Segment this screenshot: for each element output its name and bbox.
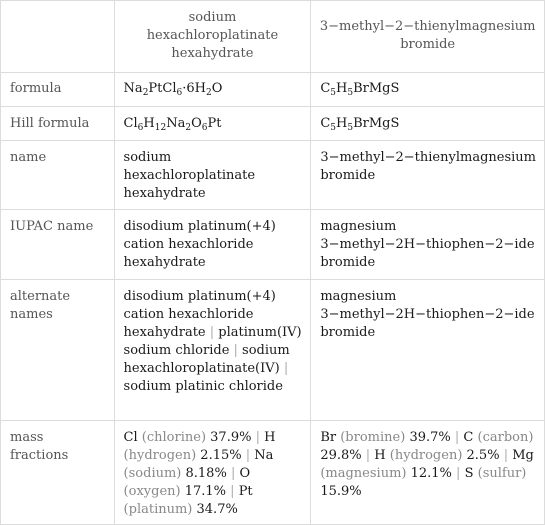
alternate-name: disodium platinum(+4) cation hexachloride hexahydrate xyxy=(123,288,276,340)
row-mass-fractions xyxy=(1,420,545,524)
separator: | xyxy=(251,429,265,445)
element-percent: 2.15% xyxy=(200,447,242,463)
separator: | xyxy=(361,447,375,463)
element-symbol: Na xyxy=(254,447,274,463)
element-name: (oxygen) xyxy=(123,483,185,499)
mass-fractions-compound-2 xyxy=(311,420,545,524)
formula-text: H xyxy=(336,81,348,97)
element-percent: 2.5% xyxy=(466,447,500,463)
name-compound-1: sodium hexachloroplatinate hexahydrate xyxy=(114,141,311,210)
formula-subscript: 2 xyxy=(185,122,192,133)
formula-text: C xyxy=(320,115,331,131)
element-symbol: Pt xyxy=(238,483,253,499)
formula-text: Pt xyxy=(207,115,222,131)
separator: | xyxy=(279,360,289,376)
separator: | xyxy=(226,483,239,499)
row-label: name xyxy=(1,141,115,210)
row-formula xyxy=(1,72,545,106)
mass-fraction-item xyxy=(124,430,252,445)
element-percent: 39.7% xyxy=(409,429,451,445)
alternate-name: sodium hexachloroplatinate(IV) xyxy=(123,342,290,376)
element-symbol: Cl xyxy=(123,429,142,445)
formula-subscript: 2 xyxy=(205,88,212,99)
alt-names-compound-2 xyxy=(311,279,545,420)
row-label: formula xyxy=(1,72,115,106)
formula-subscript: 12 xyxy=(154,122,167,133)
separator: | xyxy=(499,447,513,463)
element-symbol: C xyxy=(463,429,478,445)
element-name: (magnesium) xyxy=(320,465,411,481)
element-percent: 12.1% xyxy=(410,465,452,481)
formula-subscript: 6 xyxy=(201,122,208,133)
element-percent: 17.1% xyxy=(184,483,227,499)
separator: | xyxy=(241,447,255,463)
element-symbol: H xyxy=(264,429,276,445)
formula-subscript: 5 xyxy=(347,88,354,99)
alternate-name: magnesium 3−methyl−2H−thiophen−2−ide bromide xyxy=(320,288,535,340)
element-percent: 15.9% xyxy=(320,483,362,499)
element-name: (bromine) xyxy=(340,429,410,445)
separator: | xyxy=(226,465,240,481)
formula-compound-2 xyxy=(311,72,545,106)
header-compound-2: 3−methyl−2−thienylmagnesium bromide xyxy=(311,1,545,73)
row-iupac-name xyxy=(1,209,545,279)
formula-subscript: 5 xyxy=(330,88,337,99)
row-label: Hill formula xyxy=(1,106,115,140)
header-corner xyxy=(1,1,115,73)
formula-text: BrMgS xyxy=(353,81,400,97)
element-name: (hydrogen) xyxy=(123,447,201,463)
iupac-compound-1: disodium platinum(+4) cation hexachloride hexahydrate xyxy=(114,209,311,279)
mass-fractions-compound-1 xyxy=(114,420,311,524)
element-name: (hydrogen) xyxy=(389,447,467,463)
element-percent: 37.9% xyxy=(210,429,252,445)
iupac-compound-2: magnesium 3−methyl−2H−thiophen−2−ide bromide xyxy=(311,209,545,279)
formula-subscript: 2 xyxy=(142,88,149,99)
element-name: (sodium) xyxy=(123,465,186,481)
element-percent: 8.18% xyxy=(185,465,227,481)
formula-text: C xyxy=(320,81,331,97)
row-label: IUPAC name xyxy=(1,209,115,279)
separator: | xyxy=(205,324,219,340)
formula-compound-1 xyxy=(114,72,311,106)
name-compound-2: 3−methyl−2−thienylmagnesium bromide xyxy=(311,141,545,210)
formula-subscript: 6 xyxy=(176,88,183,99)
row-hill-formula xyxy=(1,106,545,140)
formula-text: Na xyxy=(123,81,143,97)
row-label: mass fractions xyxy=(1,420,115,524)
alternate-name: sodium platinic chloride xyxy=(123,378,283,394)
row-name xyxy=(1,141,545,210)
element-symbol: S xyxy=(464,465,478,481)
header-compound-1: sodium hexachloroplatinate hexahydrate xyxy=(114,1,311,73)
formula-subscript: 5 xyxy=(330,122,337,133)
formula-text: BrMgS xyxy=(353,115,400,131)
separator: | xyxy=(451,465,465,481)
element-percent: 29.8% xyxy=(320,447,362,463)
element-name: (chlorine) xyxy=(141,429,211,445)
formula-text: ·6H xyxy=(182,81,206,97)
separator: | xyxy=(229,342,243,358)
formula-subscript: 5 xyxy=(347,122,354,133)
alternate-name: platinum(IV) sodium chloride xyxy=(123,324,302,358)
hill-formula-compound-1 xyxy=(114,106,311,140)
hill-formula-compound-2 xyxy=(311,106,545,140)
alt-names-compound-1 xyxy=(114,279,311,420)
formula-text: O xyxy=(191,115,202,131)
element-name: (platinum) xyxy=(123,501,197,517)
element-symbol: Mg xyxy=(512,447,534,463)
row-label: alternate names xyxy=(1,279,115,420)
mass-fraction-item xyxy=(374,448,499,463)
formula-text: Cl xyxy=(123,115,138,131)
mass-fraction-item xyxy=(320,430,450,445)
element-name: (carbon) xyxy=(477,429,534,445)
formula-text: H xyxy=(143,115,155,131)
element-symbol: O xyxy=(239,465,251,481)
element-symbol: H xyxy=(374,447,390,463)
formula-text: O xyxy=(211,81,223,97)
element-percent: 34.7% xyxy=(196,501,238,517)
element-symbol: Br xyxy=(320,429,341,445)
separator: | xyxy=(450,429,464,445)
formula-text: Na xyxy=(166,115,186,131)
formula-text: PtCl xyxy=(148,81,177,97)
row-alternate-names xyxy=(1,279,545,420)
header-row xyxy=(1,1,545,73)
formula-subscript: 6 xyxy=(137,122,144,133)
formula-text: H xyxy=(336,115,348,131)
element-name: (sulfur) xyxy=(477,465,527,481)
